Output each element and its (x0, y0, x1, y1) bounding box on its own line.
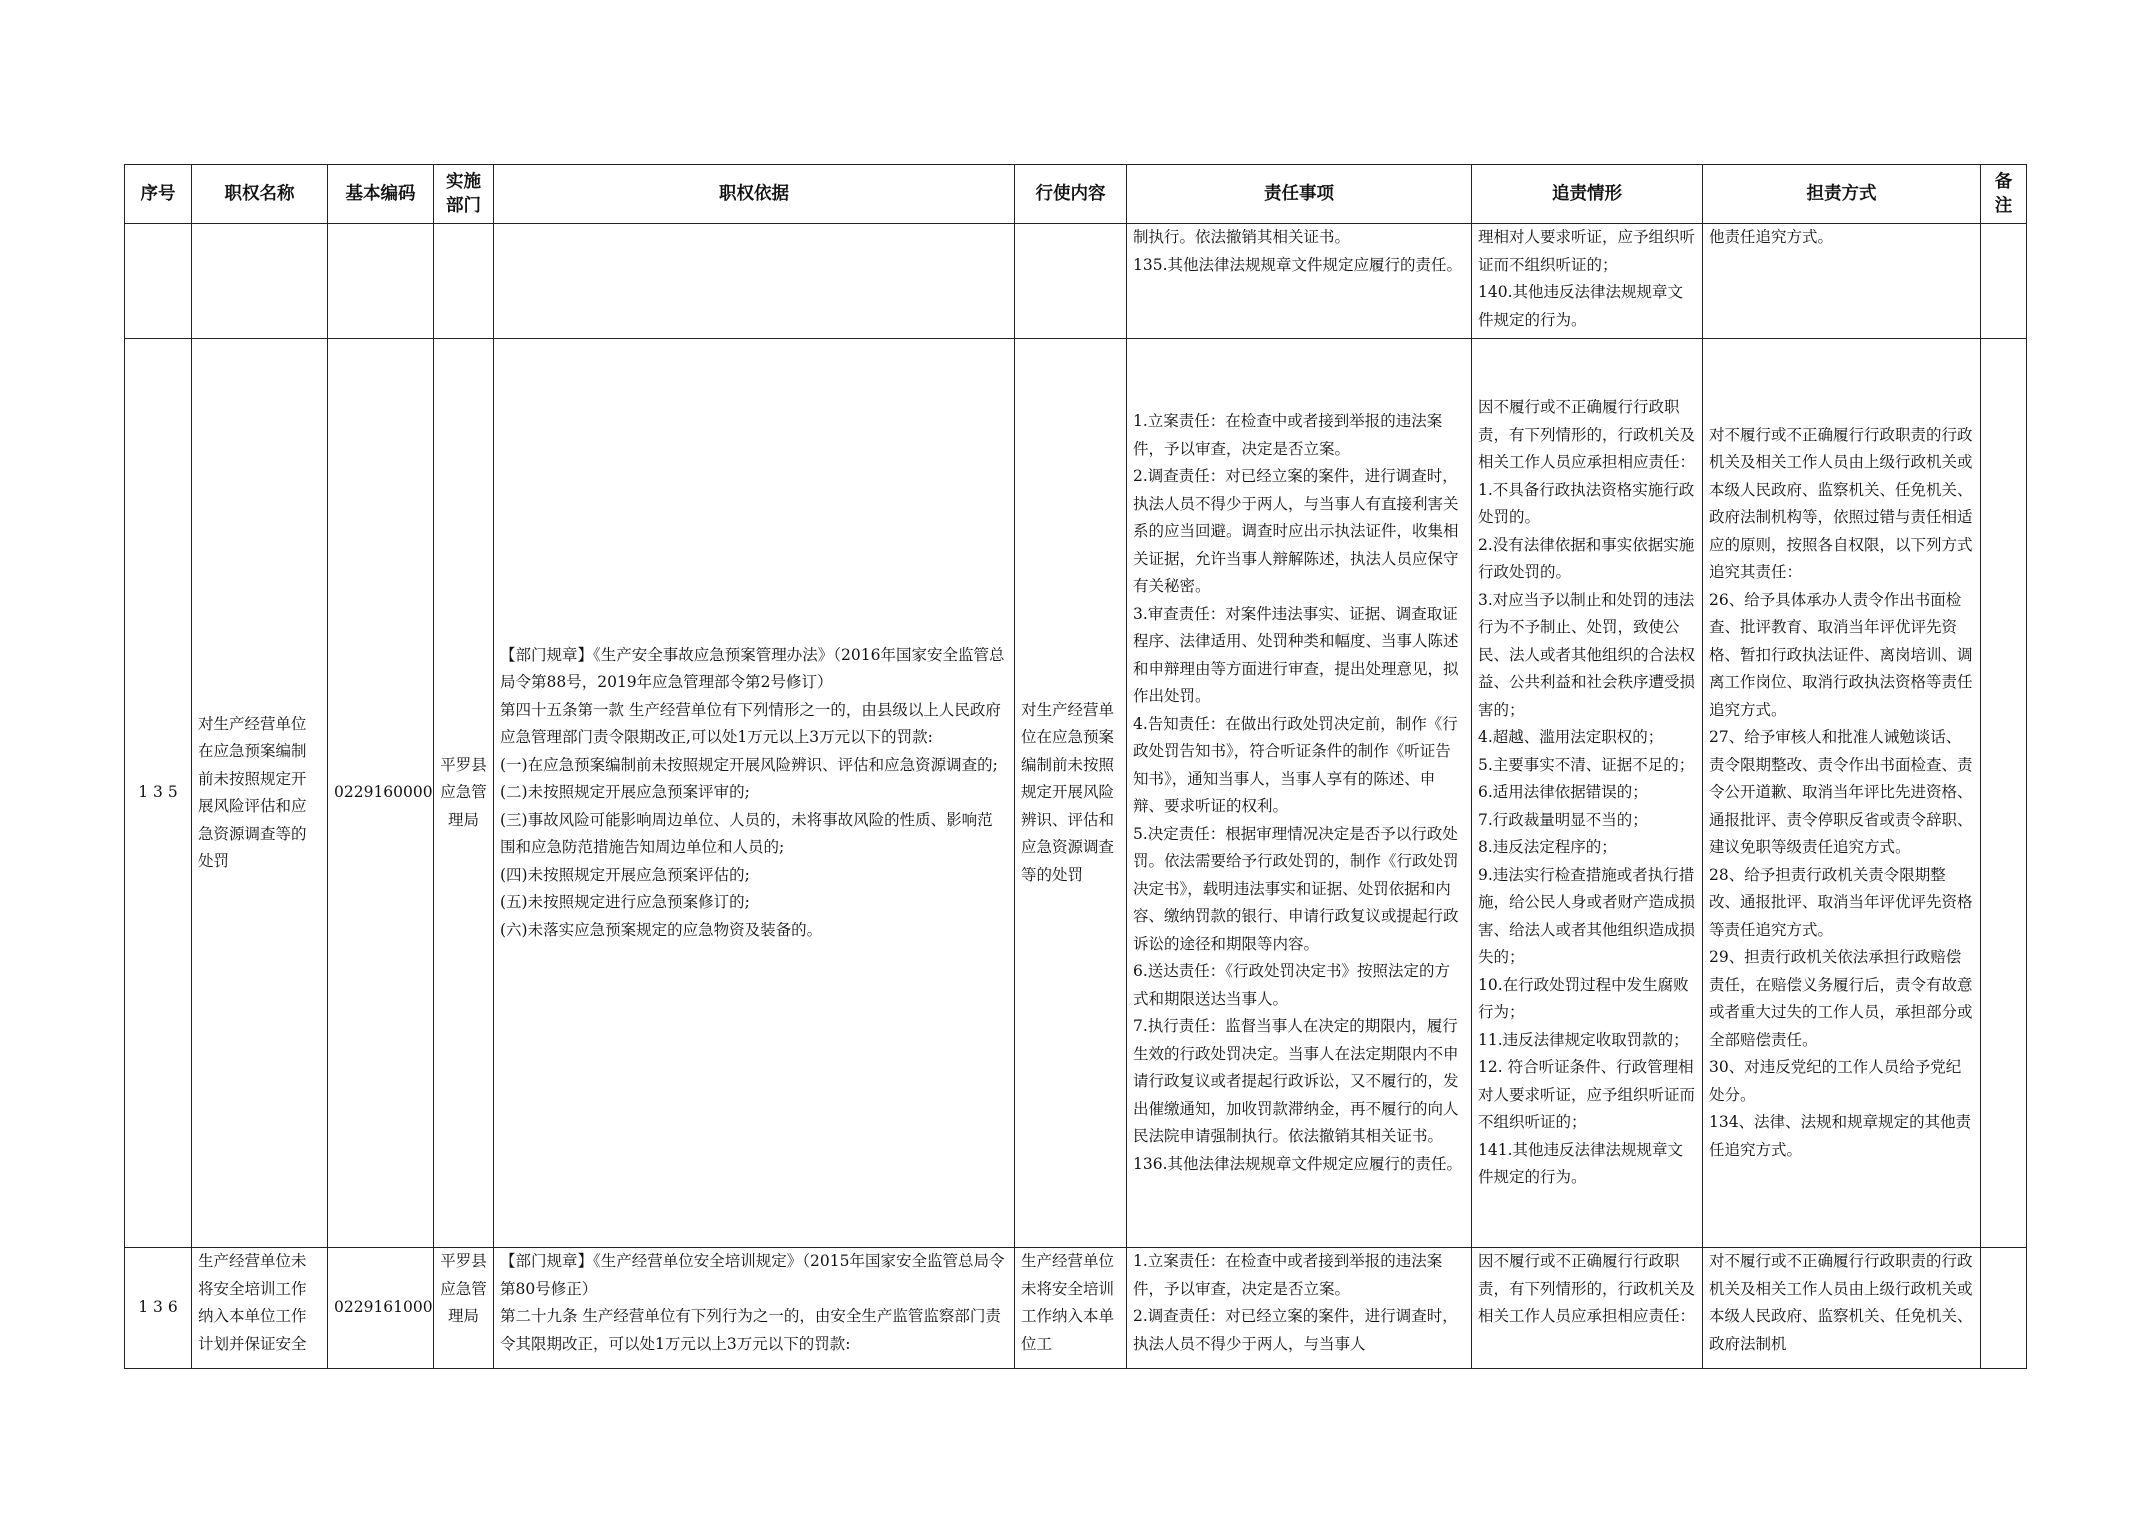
cell-seq (125, 224, 192, 339)
header-code: 基本编码 (328, 165, 434, 224)
cell-duty-text: 1.立案责任：在检查中或者接到举报的违法案件，予以审查，决定是否立案。 2.调查责任：对已经立案的案件，进行调查时，执法人员不得少于两人，与当事人 (1133, 1252, 1458, 1353)
cell-name (192, 1248, 328, 1369)
cell-seq: 1 3 6 (125, 1248, 192, 1369)
cell-duty (1127, 1248, 1472, 1369)
cell-content-text: 生产经营单位未将安全培训工作纳入本单位工 (1021, 1252, 1115, 1353)
cell-content (1015, 1248, 1127, 1369)
cell-remark (1981, 339, 2027, 1248)
cell-code: 0229160000 (328, 339, 434, 1248)
header-pursue: 追责情形 (1472, 165, 1703, 224)
cell-content: 对生产经营单位在应急预案编制前未按照规定开展风险辨识、评估和应急资源调查等的处罚 (1015, 339, 1127, 1248)
cell-method: 对不履行或不正确履行行政职责的行政机关及相关工作人员由上级行政机关或本级人民政府、监察机关、任免机关、政府法制机构等，依照过错与责任相适应的原则，按照各自权限，以下列方式追究其责任： 26、给予具体承办人责令作出书面检查、批评教育、取消当年评优评先资格、暂扣行政执法证件、离岗培训、调离工作岗位、取消行政执法资格等责任追究方式。 27、给予审核人和批准人诫勉谈话、责令限期整改、责令作出书面检查、责令公开道歉、取消当年评比先进资格、通报批评、责令停职反省或责令辞职、建议免职等级责任追究方式。 28、给予担责行政机关责令限期整改、通报批评、取消当年评优评先资格等责任追究方式。 29、担责行政机关依法承担行政赔偿责任，在赔偿义务履行后，责令有故意或者重大过失的工作人员，承担部分或全部赔偿责任。 30、对违反党纪的工作人员给予党纪处分。 134、法律、法规和规章规定的其他责任追究方式。 (1703, 339, 1981, 1248)
cell-method (1703, 1248, 1981, 1369)
cell-pursue: 理相对人要求听证，应予组织听证而不组织听证的； 140.其他违反法律法规规章文件规定的行为。 (1472, 224, 1703, 339)
responsibility-table (124, 164, 2027, 1369)
cell-duty: 制执行。依法撤销其相关证书。 135.其他法律法规规章文件规定应履行的责任。 (1127, 224, 1472, 339)
cell-pursue: 因不履行或不正确履行行政职责，有下列情形的，行政机关及相关工作人员应承担相应责任： 1.不具备行政执法资格实施行政处罚的。 2.没有法律依据和事实依据实施行政处罚的。 3.对应当予以制止和处罚的违法行为不予制止、处罚，致使公民、法人或者其他组织的合法权益、公共利益和社会秩序遭受损害的； 4.超越、滥用法定职权的； 5.主要事实不清、证据不足的； 6.适用法律依据错误的； 7.行政裁量明显不当的； 8.违反法定程序的； 9.违法实行检查措施或者执行措施，给公民人身或者财产造成损害、给法人或者其他组织造成损失的； 10.在行政处罚过程中发生腐败行为； 11.违反法律规定收取罚款的； 12. 符合听证条件、行政管理相对人要求听证，应予组织听证而不组织听证的； 141.其他违反法律法规规章文件规定的行为。 (1472, 339, 1703, 1248)
cell-basis (494, 1248, 1015, 1369)
cell-code (328, 224, 434, 339)
header-remark: 备 注 (1981, 165, 2027, 224)
cell-pursue-text: 因不履行或不正确履行行政职责，有下列情形的，行政机关及相关工作人员应承担相应责任： (1478, 1252, 1696, 1325)
cell-duty: 1.立案责任：在检查中或者接到举报的违法案件，予以审查，决定是否立案。 2.调查责任：对已经立案的案件，进行调查时，执法人员不得少于两人，与当事人有直接利害关系的应当回避。调查时应出示执法证件，收集相关证据，允许当事人辩解陈述，执法人员应保守有关秘密。 3.审查责任：对案件违法事实、证据、调查取证程序、法律适用、处罚种类和幅度、当事人陈述和申辩理由等方面进行审查，提出处理意见，拟作出处罚。 4.告知责任：在做出行政处罚决定前，制作《行政处罚告知书》，符合听证条件的制作《听证告知书》，通知当事人，当事人享有的陈述、申辩、要求听证的权利。 5.决定责任：根据审理情况决定是否予以行政处罚。依法需要给予行政处罚的，制作《行政处罚决定书》，载明违法事实和证据、处罚依据和内容、缴纳罚款的银行、申请行政复议或提起行政诉讼的途径和期限等内容。 6.送达责任：《行政处罚决定书》按照法定的方式和期限送达当事人。 7.执行责任：监督当事人在决定的期限内，履行生效的行政处罚决定。当事人在法定期限内不申请行政复议或者提起行政诉讼，又不履行的，发出催缴通知，加收罚款滞纳金，再不履行的向人民法院申请强制执行。依法撤销其相关证书。 136.其他法律法规规章文件规定应履行的责任。 (1127, 339, 1472, 1248)
cell-remark (1981, 1248, 2027, 1369)
header-content: 行使内容 (1015, 165, 1127, 224)
table-row (125, 1248, 2027, 1369)
table-row (125, 339, 2027, 1248)
cell-dept (434, 1248, 494, 1369)
cell-dept (434, 224, 494, 339)
cell-pursue (1472, 1248, 1703, 1369)
header-row (125, 165, 2027, 224)
cell-method-text: 对不履行或不正确履行行政职责的行政机关及相关工作人员由上级行政机关或本级人民政府、监察机关、任免机关、政府法制机 (1709, 1252, 1973, 1353)
cell-name-text: 生产经营单位未将安全培训工作纳入本单位工作计划并保证安全 (198, 1252, 307, 1353)
header-dept: 实施 部门 (434, 165, 494, 224)
cell-method: 他责任追究方式。 (1703, 224, 1981, 339)
table-row-continued (125, 224, 2027, 339)
cell-basis: 【部门规章】《生产安全事故应急预案管理办法》（2016年国家安全监管总局令第88号，2019年应急管理部令第2号修订） 第四十五条第一款 生产经营单位有下列情形之一的，由县级以上人民政府应急管理部门责令限期改正,可以处1万元以上3万元以下的罚款: (一)在应急预案编制前未按照规定开展风险辨识、评估和应急资源调查的; (二)未按照规定开展应急预案评审的; (三)事故风险可能影响周边单位、人员的，未将事故风险的性质、影响范围和应急防范措施告知周边单位和人员的; (四)未按照规定开展应急预案评估的; (五)未按照规定进行应急预案修订的; (六)未落实应急预案规定的应急物资及装备的。 (494, 339, 1015, 1248)
header-name: 职权名称 (192, 165, 328, 224)
cell-basis-text: 【部门规章】《生产经营单位安全培训规定》（2015年国家安全监管总局令第80号修正） 第二十九条 生产经营单位有下列行为之一的，由安全生产监管监察部门责令其限期改正，可以处1万元以上3万元以下的罚款: (500, 1252, 1005, 1353)
cell-name (192, 224, 328, 339)
cell-dept: 平罗县应急管理局 (434, 339, 494, 1248)
header-basis: 职权依据 (494, 165, 1015, 224)
cell-seq: 1 3 5 (125, 339, 192, 1248)
header-duty: 责任事项 (1127, 165, 1472, 224)
header-method: 担责方式 (1703, 165, 1981, 224)
header-seq: 序号 (125, 165, 192, 224)
cell-remark (1981, 224, 2027, 339)
cell-dept-text: 平罗县应急管理局 (440, 1252, 487, 1325)
cell-code: 0229161000 (328, 1248, 434, 1369)
cell-name: 对生产经营单位在应急预案编制前未按照规定开展风险评估和应急资源调查等的处罚 (192, 339, 328, 1248)
cell-content (1015, 224, 1127, 339)
cell-basis (494, 224, 1015, 339)
